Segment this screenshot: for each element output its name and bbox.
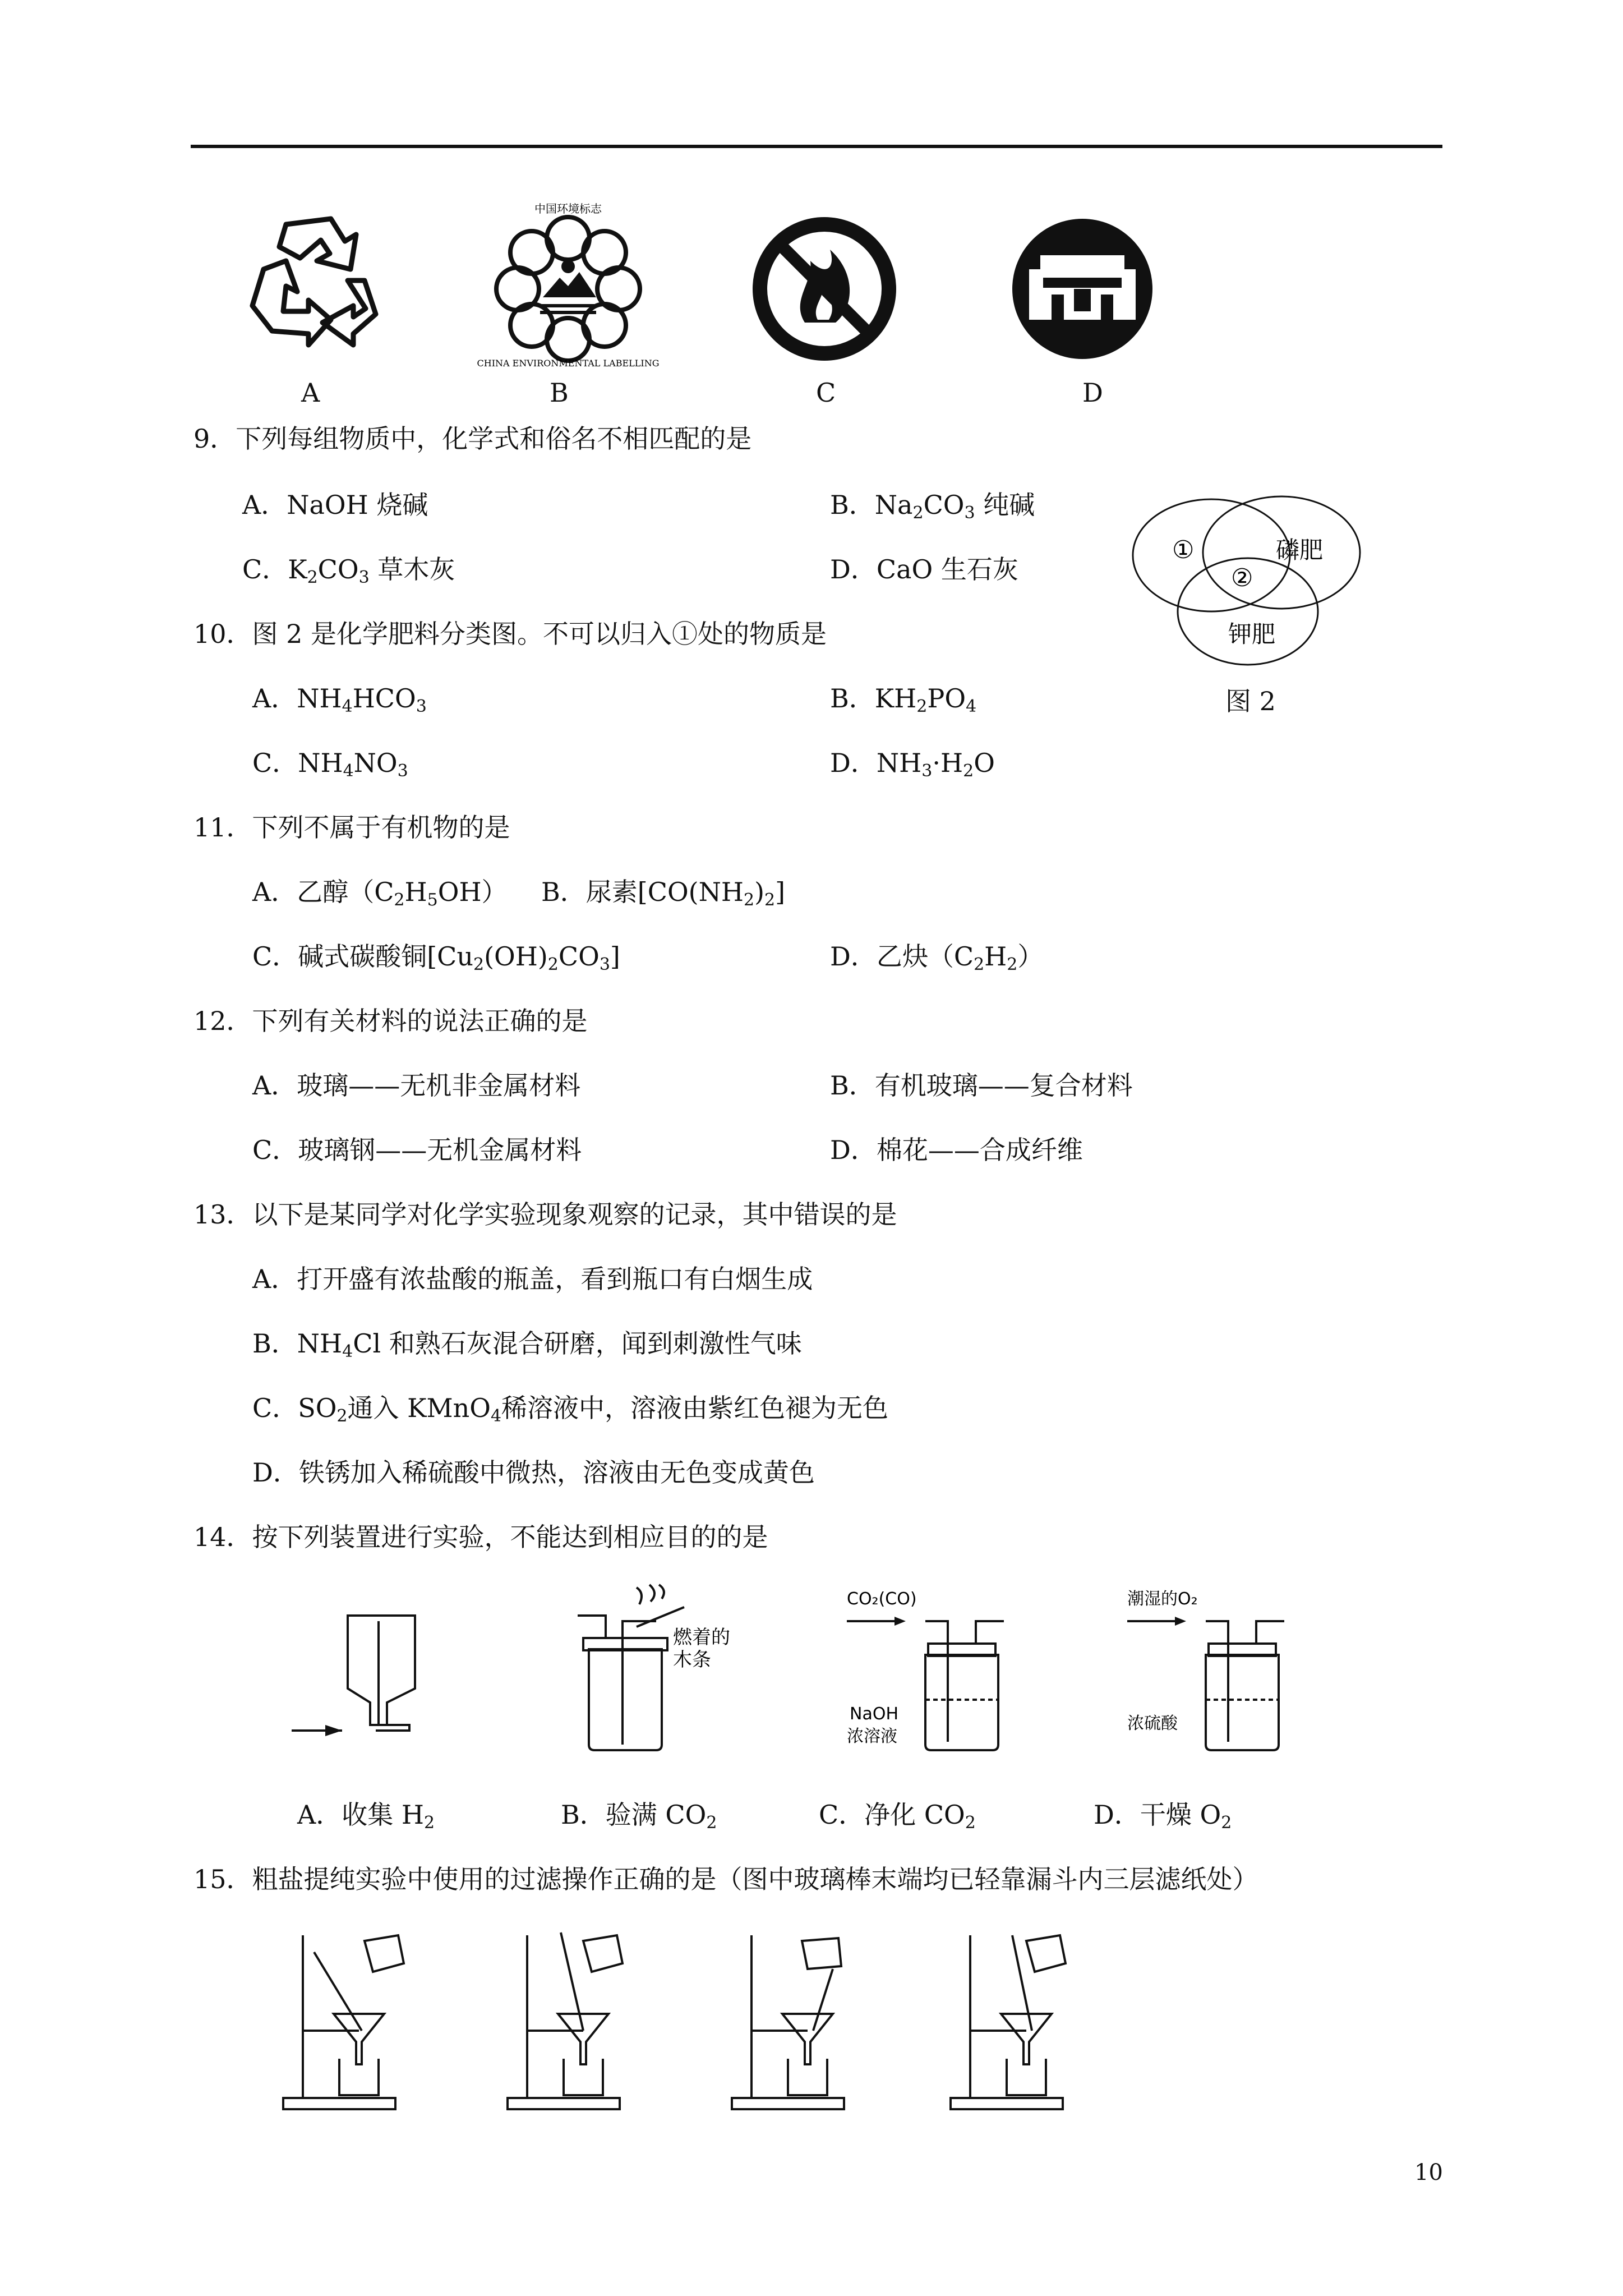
filtration-setup-b: [505, 1930, 639, 2115]
venn-circle-left: [1133, 499, 1290, 611]
q9-option-d: D．CaO 生石灰: [830, 554, 1018, 585]
q13-option-d: D．铁锈加入稀硫酸中微热，溶液由无色变成黄色: [252, 1457, 815, 1488]
q12-option-d: D．棉花——合成纤维: [830, 1135, 1083, 1165]
venn-region-2: ②: [1231, 564, 1253, 592]
q10-option-a: A．$NH_4HCO_3$: [252, 683, 427, 716]
q13-option-c: C．$SO_2$通入 KMnO$_4$稀溶液中，溶液由紫红色褪为无色: [252, 1393, 889, 1426]
q13-stem: 13．以下是某同学对化学实验现象观察的记录，其中错误的是: [193, 1199, 897, 1230]
q12-option-c: C．玻璃钢——无机金属材料: [252, 1135, 582, 1165]
q14-option-d: D．干燥 $O_2$: [1094, 1800, 1232, 1833]
q9-option-c: C．$K_2CO_3$ 草木灰: [242, 554, 455, 587]
co2-test-apparatus: [555, 1582, 735, 1761]
q10-option-b: B．$KH_2PO_4$: [830, 683, 977, 716]
q14-option-c: C．净化 $CO_2$: [819, 1800, 976, 1833]
venn-caption: 图 2: [1225, 686, 1276, 716]
q11-option-c: C．碱式碳酸铜$[Cu_2(OH)_2CO_3]$: [252, 941, 620, 974]
venn-region-1: ①: [1172, 536, 1195, 564]
recycle-icon: [247, 208, 381, 348]
q11-option-a: A．乙醇$(C_2H_5OH)$: [252, 877, 508, 910]
moist-o2-label: 潮湿的O₂: [1127, 1589, 1198, 1609]
h2so4-label: 浓硫酸: [1127, 1714, 1178, 1733]
logo-top-text: 中国环境标志: [534, 202, 602, 215]
naoh-label: NaOH: [850, 1704, 898, 1724]
q14-option-b: B．验满 $CO_2$: [561, 1800, 717, 1833]
q11-stem: 11．下列不属于有机物的是: [193, 812, 510, 843]
naoh-label-2: 浓溶液: [847, 1727, 897, 1746]
q11-option-b: B．尿素$[CO(NH_2)_2]$: [541, 877, 786, 910]
q10-option-d: D．$NH_3\cdot H_2O$: [830, 748, 995, 781]
purify-co2-apparatus: [841, 1582, 1032, 1761]
icon-c-label: C: [816, 378, 836, 408]
page-number: 10: [1414, 2160, 1443, 2185]
q9-option-a: A．NaOH 烧碱: [242, 490, 428, 520]
burning-stick-label-2: 木条: [673, 1649, 711, 1671]
q12-option-b: B．有机玻璃——复合材料: [830, 1070, 1133, 1101]
collect-h2-apparatus: [286, 1604, 432, 1750]
header-rule: [191, 145, 1442, 148]
q14-option-a: A．收集 $H_2$: [297, 1800, 435, 1833]
fertilizer-venn-diagram: [1127, 494, 1368, 684]
venn-label-potash: 钾肥: [1228, 620, 1276, 648]
no-fire-icon: [751, 216, 897, 362]
q12-option-a: A．玻璃——无机非金属材料: [252, 1070, 581, 1101]
filtration-setup-a: [280, 1930, 415, 2115]
great-wall-icon: [1009, 216, 1155, 362]
q9-stem: 9．下列每组物质中，化学式和俗名不相匹配的是: [193, 424, 752, 454]
q13-option-a: A．打开盛有浓盐酸的瓶盖，看到瓶口有白烟生成: [252, 1264, 813, 1294]
icon-d-label: D: [1082, 378, 1103, 408]
icon-a-label: A: [301, 378, 320, 408]
q11-option-d: D．乙炔$(C_2H_2)$: [830, 941, 1044, 974]
dry-o2-apparatus: [1122, 1582, 1312, 1761]
icon-b-label: B: [550, 378, 569, 408]
filtration-setup-c: [729, 1930, 864, 2115]
logo-bottom-text: CHINA ENVIRONMENTAL LABELLING: [477, 358, 660, 367]
venn-label-phosphate: 磷肥: [1276, 536, 1324, 564]
q10-option-c: C．$NH_4NO_3$: [252, 748, 408, 781]
q14-stem: 14．按下列装置进行实验，不能达到相应目的的是: [193, 1522, 768, 1552]
q12-stem: 12．下列有关材料的说法正确的是: [193, 1006, 588, 1036]
filtration-setup-d: [948, 1930, 1082, 2115]
q10-stem: 10．图 2 是化学肥料分类图。不可以归入①处的物质是: [193, 619, 827, 649]
q15-stem: 15．粗盐提纯实验中使用的过滤操作正确的是（图中玻璃棒末端均已轻靠漏斗内三层滤纸处）: [193, 1864, 1258, 1894]
burning-stick-label: 燃着的: [673, 1626, 730, 1649]
q13-option-b: B．$NH_4Cl$ 和熟石灰混合研磨，闻到刺激性气味: [252, 1328, 802, 1361]
china-environmental-label-icon: [476, 199, 661, 367]
q9-option-b: B．$Na_2CO_3$ 纯碱: [830, 490, 1035, 523]
co2-co-label: CO₂(CO): [847, 1589, 917, 1609]
